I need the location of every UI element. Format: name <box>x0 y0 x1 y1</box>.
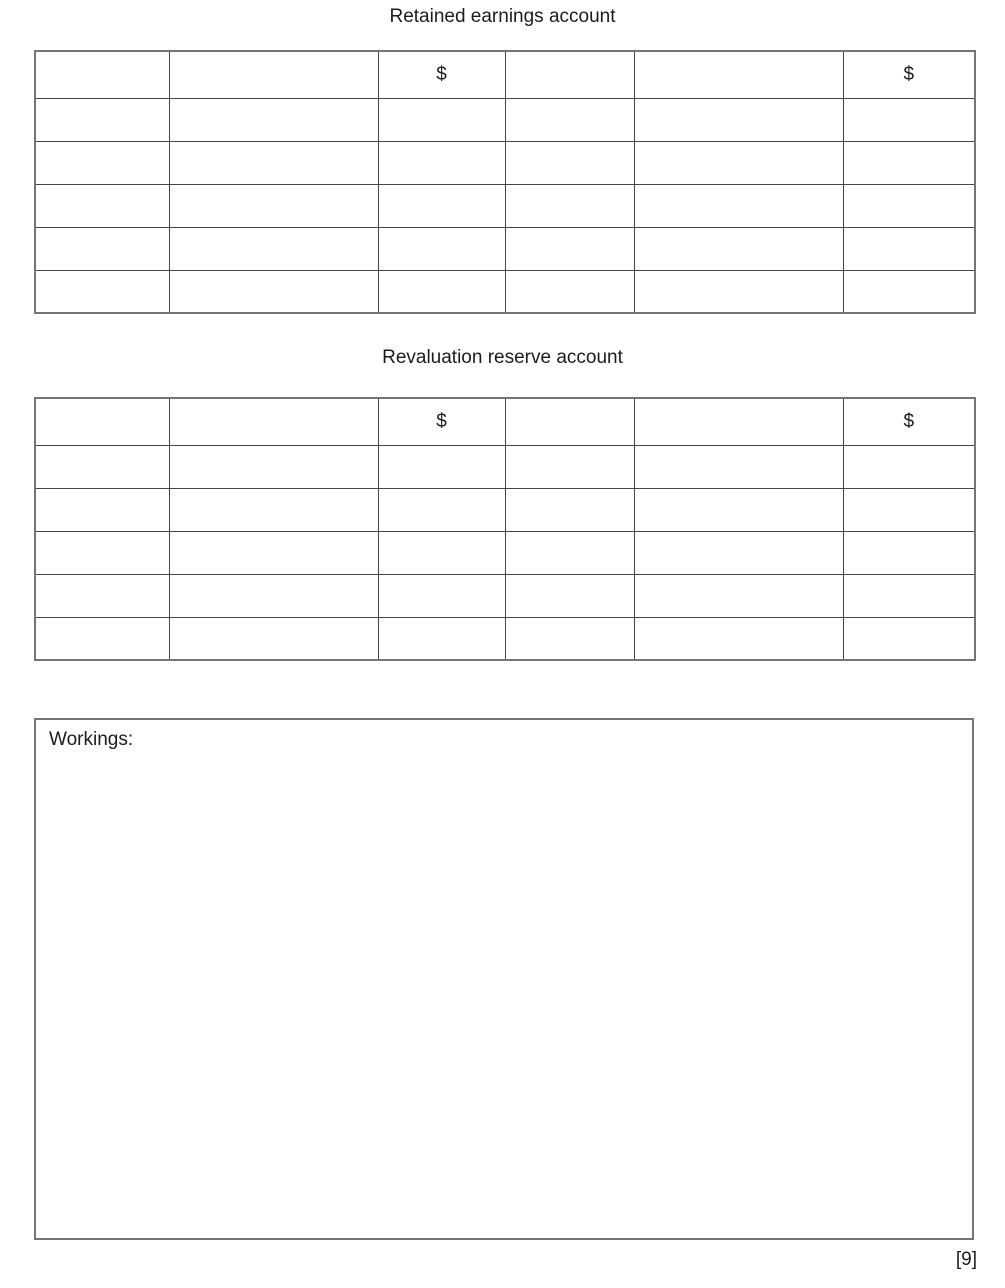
answer-cell[interactable] <box>378 531 505 574</box>
table-row <box>35 617 975 660</box>
answer-cell[interactable] <box>843 445 975 488</box>
answer-cell[interactable] <box>169 488 378 531</box>
header-cell <box>634 398 843 445</box>
answer-cell[interactable] <box>378 574 505 617</box>
answer-cell[interactable] <box>843 184 975 227</box>
revaluation-reserve-table <box>34 397 976 661</box>
answer-cell[interactable] <box>505 184 634 227</box>
header-cell <box>169 398 378 445</box>
table-row <box>35 184 975 227</box>
header-cell-currency: $ <box>843 51 975 98</box>
answer-cell[interactable] <box>505 98 634 141</box>
retained-earnings-table <box>34 50 976 314</box>
answer-cell[interactable] <box>35 488 169 531</box>
answer-cell[interactable] <box>378 227 505 270</box>
answer-cell[interactable] <box>378 98 505 141</box>
table-header-row <box>35 51 975 98</box>
answer-cell[interactable] <box>169 141 378 184</box>
answer-cell[interactable] <box>35 98 169 141</box>
marks-badge: [9] <box>955 1249 977 1270</box>
answer-cell[interactable] <box>169 270 378 313</box>
answer-cell[interactable] <box>505 488 634 531</box>
header-cell <box>35 51 169 98</box>
answer-cell[interactable] <box>634 184 843 227</box>
table-row <box>35 531 975 574</box>
answer-cell[interactable] <box>505 617 634 660</box>
workings-label: Workings: <box>49 729 134 750</box>
header-cell <box>169 51 378 98</box>
answer-cell[interactable] <box>505 574 634 617</box>
answer-cell[interactable] <box>169 98 378 141</box>
answer-cell[interactable] <box>634 445 843 488</box>
answer-cell[interactable] <box>169 531 378 574</box>
answer-cell[interactable] <box>843 531 975 574</box>
answer-cell[interactable] <box>378 270 505 313</box>
answer-cell[interactable] <box>35 270 169 313</box>
answer-cell[interactable] <box>169 184 378 227</box>
answer-cell[interactable] <box>169 445 378 488</box>
table-row <box>35 141 975 184</box>
answer-cell[interactable] <box>35 184 169 227</box>
answer-cell[interactable] <box>378 488 505 531</box>
answer-cell[interactable] <box>843 270 975 313</box>
answer-cell[interactable] <box>634 270 843 313</box>
answer-cell[interactable] <box>843 617 975 660</box>
answer-cell[interactable] <box>634 227 843 270</box>
answer-cell[interactable] <box>378 617 505 660</box>
header-cell-currency: $ <box>378 398 505 445</box>
answer-cell[interactable] <box>634 141 843 184</box>
answer-cell[interactable] <box>843 141 975 184</box>
answer-cell[interactable] <box>378 184 505 227</box>
answer-cell[interactable] <box>634 574 843 617</box>
answer-cell[interactable] <box>843 98 975 141</box>
answer-cell[interactable] <box>634 488 843 531</box>
header-cell <box>505 398 634 445</box>
answer-cell[interactable] <box>35 531 169 574</box>
workings-area[interactable] <box>34 718 974 1240</box>
answer-cell[interactable] <box>505 531 634 574</box>
answer-cell[interactable] <box>634 98 843 141</box>
answer-cell[interactable] <box>35 445 169 488</box>
table-row <box>35 270 975 313</box>
answer-cell[interactable] <box>843 574 975 617</box>
header-cell <box>634 51 843 98</box>
answer-cell[interactable] <box>843 488 975 531</box>
answer-cell[interactable] <box>505 445 634 488</box>
header-cell-currency: $ <box>378 51 505 98</box>
answer-cell[interactable] <box>505 227 634 270</box>
answer-cell[interactable] <box>505 270 634 313</box>
header-cell-currency: $ <box>843 398 975 445</box>
answer-cell[interactable] <box>35 574 169 617</box>
answer-cell[interactable] <box>505 141 634 184</box>
answer-cell[interactable] <box>169 617 378 660</box>
table-row <box>35 227 975 270</box>
answer-cell[interactable] <box>634 617 843 660</box>
answer-cell[interactable] <box>378 141 505 184</box>
answer-cell[interactable] <box>35 141 169 184</box>
answer-cell[interactable] <box>35 227 169 270</box>
answer-cell[interactable] <box>169 574 378 617</box>
header-cell <box>35 398 169 445</box>
answer-cell[interactable] <box>378 445 505 488</box>
retained-earnings-title: Retained earnings account <box>389 6 616 27</box>
table-row <box>35 574 975 617</box>
revaluation-reserve-title: Revaluation reserve account <box>382 347 623 368</box>
header-cell <box>505 51 634 98</box>
table-row <box>35 445 975 488</box>
answer-cell[interactable] <box>843 227 975 270</box>
table-row <box>35 488 975 531</box>
answer-cell[interactable] <box>169 227 378 270</box>
answer-cell[interactable] <box>634 531 843 574</box>
answer-cell[interactable] <box>35 617 169 660</box>
table-header-row <box>35 398 975 445</box>
table-row <box>35 98 975 141</box>
